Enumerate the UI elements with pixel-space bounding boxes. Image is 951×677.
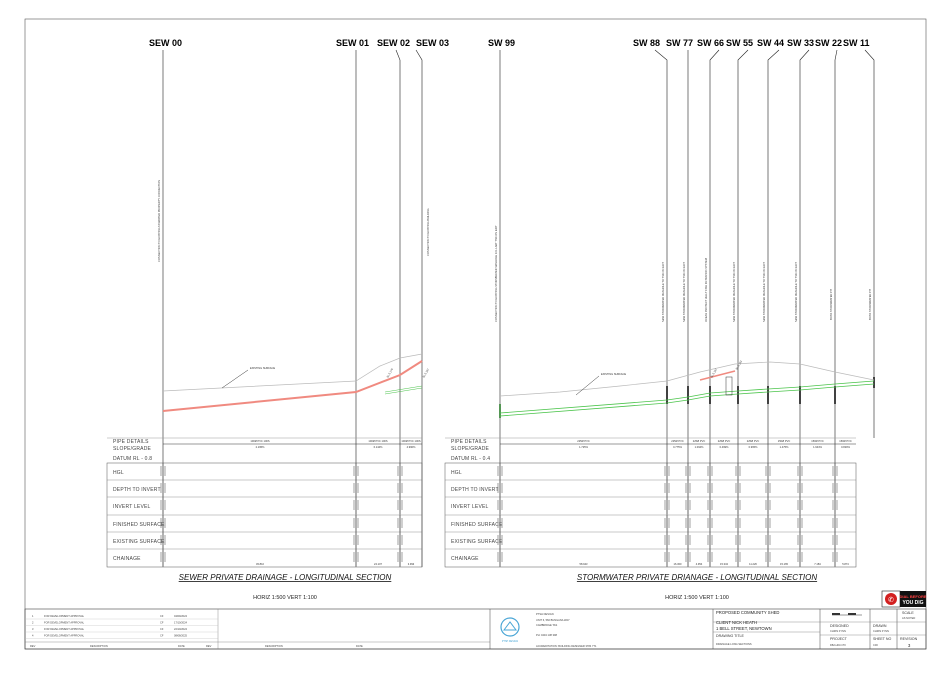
node-note: CONNECTION TO EXISTING STORMWATER MANHOLE 1CL LAKT TSD ON EXIT (495, 225, 498, 322)
row-label: DEPTH TO INVERT (451, 487, 499, 493)
chainage-value: 24.107 (374, 563, 382, 566)
pipe-grade: 0.965% (748, 446, 758, 449)
rev-by: CF (160, 621, 164, 625)
chainage-value: 4.954 (695, 563, 703, 566)
node-note: BOSS STORMWATER PIT (830, 288, 833, 320)
pipe-size: 225Ø PVC (577, 440, 590, 443)
node-note: BOSS STORMWATER PIT (869, 288, 872, 320)
existing-surface-line (500, 362, 874, 396)
revision-table (25, 614, 218, 639)
pipe-size: 100Ø PVC 100S (401, 440, 421, 443)
node-note: NEW STORMWATER MANHOLE TO TSD ON EXIT (763, 262, 766, 322)
company-name: PTSH DESIGN (536, 613, 554, 616)
row-label: SLOPE/GRADE (451, 446, 490, 452)
rev-header: DATE (356, 645, 363, 648)
row-label: INVERT LEVEL (113, 504, 151, 510)
designed-label: DESIGNED (830, 624, 849, 628)
node-label: SW 55 (726, 38, 754, 48)
drawn-by: CHRIS FYNN (873, 630, 889, 633)
row-label: EXISTING SURFACE (451, 539, 503, 545)
stormwater-section (445, 38, 874, 601)
node-note: CONNECTION TO EXISTING BUILDING (427, 208, 430, 256)
pipe-size: 100Ø PVC 100S (250, 440, 270, 443)
stormwater-section-title: STORMWATER PRIVATE DRIANAGE - LONGITUDINAL SECTION (576, 573, 818, 582)
rev-by: CF (160, 615, 164, 618)
pipe-annotation: SL 5.167 (710, 368, 719, 379)
project-name: PROPOSED COMMUNITY SHED (716, 610, 780, 615)
title-block (25, 609, 926, 649)
table-tick-values (498, 463, 837, 566)
rev-date: 04/09/2024 (174, 615, 187, 618)
node-note: NEW STORMWATER MANHOLE TO TSD ON EXIT (733, 262, 736, 322)
pipe-grade: 6.144% (373, 446, 383, 449)
pipe-size: 100Ø PVC 100S (368, 440, 388, 443)
row-label: HGL (113, 470, 124, 476)
pipe-size: 225Ø PVC (671, 440, 684, 443)
sewer-section (107, 38, 449, 601)
row-label: EXISTING SURFACE (113, 539, 165, 545)
node-label: SEW 00 (149, 38, 183, 48)
pipe-annotation: SL 5.167 (422, 368, 431, 379)
project-number: D82-H03-1T0 (830, 644, 846, 647)
stormwater-crossing (385, 386, 422, 394)
chainage-value: 58.943 (579, 563, 588, 566)
chainage-value: 45.810 (256, 563, 264, 566)
row-label: FINISHED SURFACE (451, 522, 503, 528)
node-label: SEW 03 (416, 38, 450, 48)
logo-caption: PTSH DESIGN (501, 640, 519, 643)
rev-number: 4 (32, 634, 34, 638)
rev-description: FOR DEVELOPMENT APPROVAL (44, 634, 85, 638)
chainage-value: 16.300 (673, 563, 682, 566)
pipe-size: 225Ø PVC (717, 440, 731, 443)
rev-date: 22/10/2024 (174, 628, 187, 631)
rev-number: 2 (32, 621, 34, 625)
pipe-grade: 0.499% (719, 446, 729, 449)
pipe-size: 225Ø PVC (746, 440, 760, 443)
pipe-size: 225Ø PVC (692, 440, 706, 443)
rev-by: CF (160, 628, 164, 631)
node-note: NEW STORMWATER MANHOLE TO TSD ON EXIT (683, 262, 686, 322)
row-label: FINISHED SURFACE (113, 522, 165, 528)
sewer-section-title: SEWER PRIVATE DRAINAGE - LONGITUDINAL SECTION (178, 573, 392, 582)
datum-label: DATUM RL - 0.8 (113, 456, 153, 462)
project-label: PROJECT (830, 637, 847, 641)
node-note: NEW STORMWATER MANHOLE TO TSD ON EXIT (662, 262, 665, 322)
rev-description: FOR DEVELOPMENT APPROVAL (44, 621, 85, 625)
rev-number: 3 (32, 628, 34, 631)
stormwater-pipe-details (577, 439, 852, 566)
sheet-border (25, 19, 926, 649)
pipe-size: 150Ø PVC (839, 440, 852, 443)
node-line (738, 50, 748, 567)
existing-surface-label: EXISTING SURFACE (250, 367, 276, 370)
node-label: SW 11 (843, 38, 870, 48)
stormwater-nodes (488, 38, 874, 567)
node-note: CONNECTION TO EXISTING TASWATER PROPERTY CONNECTION (158, 179, 161, 262)
row-label: CHAINAGE (451, 556, 479, 562)
row-label: INVERT LEVEL (451, 504, 489, 510)
dbyd-text: DIAL BEFORE (899, 594, 927, 599)
sewer-scale: HORIZ 1:500 VERT 1:100 (253, 595, 317, 601)
chainage-value: 15.165 (780, 563, 788, 566)
sheet-number: C00 (873, 644, 878, 647)
pipe-grade: 1.475% (779, 446, 789, 449)
company-address: CAMBRIDGE TAS (536, 624, 558, 627)
chainage-value: 3.993 (407, 563, 415, 566)
pipe-size: 150Ø PVC (777, 440, 791, 443)
pipe-grade: 0.775% (673, 446, 682, 449)
datum-label: DATUM RL - 0.4 (451, 456, 491, 462)
node-label: SW 44 (757, 38, 785, 48)
node-label: SW 99 (488, 38, 516, 48)
company-phone: PH: 0404 138 398 (536, 634, 557, 637)
pipe-size: 150Ø PVC (811, 440, 824, 443)
rev-description: FOR DEVELOPMENT APPROVAL (44, 628, 85, 631)
node-label: SW 88 (633, 38, 661, 48)
rev-header: REV (206, 645, 212, 648)
pipe-grade: 0.829% (841, 446, 850, 449)
row-label: CHAINAGE (113, 556, 141, 562)
rev-description: FOR DEVELOPMENT APPROVAL (44, 615, 85, 618)
table-tick-values (161, 463, 402, 566)
revision-value: 3 (908, 643, 911, 648)
rev-by: CF (160, 634, 164, 638)
scale-label: SCALE (902, 611, 914, 615)
chainage-value: 5.874 (842, 563, 849, 566)
pipe-annotation: SL 5.170 (386, 368, 395, 379)
chainage-value: 7.184 (814, 563, 821, 566)
pipe-grade: 4.990% (406, 446, 416, 449)
company-logo (501, 618, 519, 636)
sewer-pipe (163, 361, 422, 411)
rev-header: DESCRIPTION (265, 645, 283, 648)
row-label: DEPTH TO INVERT (113, 487, 161, 493)
chainage-value: 11.226 (749, 563, 757, 566)
rev-header: DATE (178, 645, 185, 648)
row-label: SLOPE/GRADE (113, 446, 152, 452)
node-note: OCEAN PROTECT JELLY FISH FILTRATION SYSTEM (705, 258, 708, 322)
sewer-crossing (700, 371, 735, 380)
rev-date: 08/08/2025 (174, 634, 187, 638)
revision-label: REVISION (900, 637, 918, 641)
node-label: SEW 01 (336, 38, 370, 48)
client-name: CLIENT NICK HEATH (716, 620, 758, 625)
rev-header: REV (30, 645, 36, 648)
existing-surface-label: EXISTING SURFACE (601, 373, 627, 376)
scale-bar (832, 613, 862, 615)
node-label: SW 77 (666, 38, 694, 48)
stormwater-data-table (445, 438, 856, 567)
leader-line (576, 376, 599, 395)
drawing-title-label: DRAWING TITLE (716, 634, 744, 638)
node-line (710, 50, 719, 567)
pipe-annotation: SL 5.154 (735, 360, 744, 371)
chainage-value: 15.334 (720, 563, 728, 566)
drawing-title: DRAINAGE LONG SECTIONS (716, 643, 752, 646)
node-note: NEW STORMWATER MANHOLE TO TSD ON EXIT (795, 262, 798, 322)
scale-value: AS NOTED (902, 617, 916, 620)
rev-header: DESCRIPTION (90, 645, 108, 648)
pipe-grade: 2.195% (255, 446, 265, 449)
leader-line (222, 370, 248, 388)
stormwater-scale: HORIZ 1:500 VERT 1:100 (665, 595, 729, 601)
pipe-grade: 1.725% (579, 446, 588, 449)
node-label: SW 66 (697, 38, 725, 48)
rev-number: 1 (32, 615, 34, 618)
row-label: PIPE DETAILS (113, 439, 149, 445)
svg-text:✆: ✆ (888, 597, 894, 604)
drawn-label: DRAWN (873, 624, 887, 628)
stormwater-pipe-obvert (500, 381, 874, 413)
stormwater-pipe-invert (500, 384, 874, 416)
node-line (800, 50, 809, 567)
company-accreditation: ACCREDITATION: BUILDING DESIGNER 3784 7T1 (536, 645, 597, 648)
pipe-grade: 1.944% (813, 446, 822, 449)
node-line (416, 50, 422, 567)
row-label: PIPE DETAILS (451, 439, 487, 445)
row-label: HGL (451, 470, 462, 476)
site-address: 1 BELL STREET, NEWTOWN (716, 626, 772, 631)
pipe-grade: 1.094% (694, 446, 704, 449)
dial-before-you-dig-logo (882, 591, 927, 607)
designed-by: CHRIS FYNN (830, 630, 846, 633)
company-address: UNIT 6, 560 BUNGANA WAY (536, 619, 570, 622)
node-label: SEW 02 (377, 38, 411, 48)
node-label: SW 33 (787, 38, 815, 48)
node-label: SW 22 (815, 38, 843, 48)
sewer-data-table (107, 438, 422, 567)
filter-chamber (726, 377, 732, 395)
dbyd-text: YOU DIG (902, 600, 924, 606)
existing-surface-line (163, 354, 422, 391)
sheet-label: SHEET NO (873, 637, 892, 641)
rev-date: 17/10/2024 (174, 621, 187, 625)
